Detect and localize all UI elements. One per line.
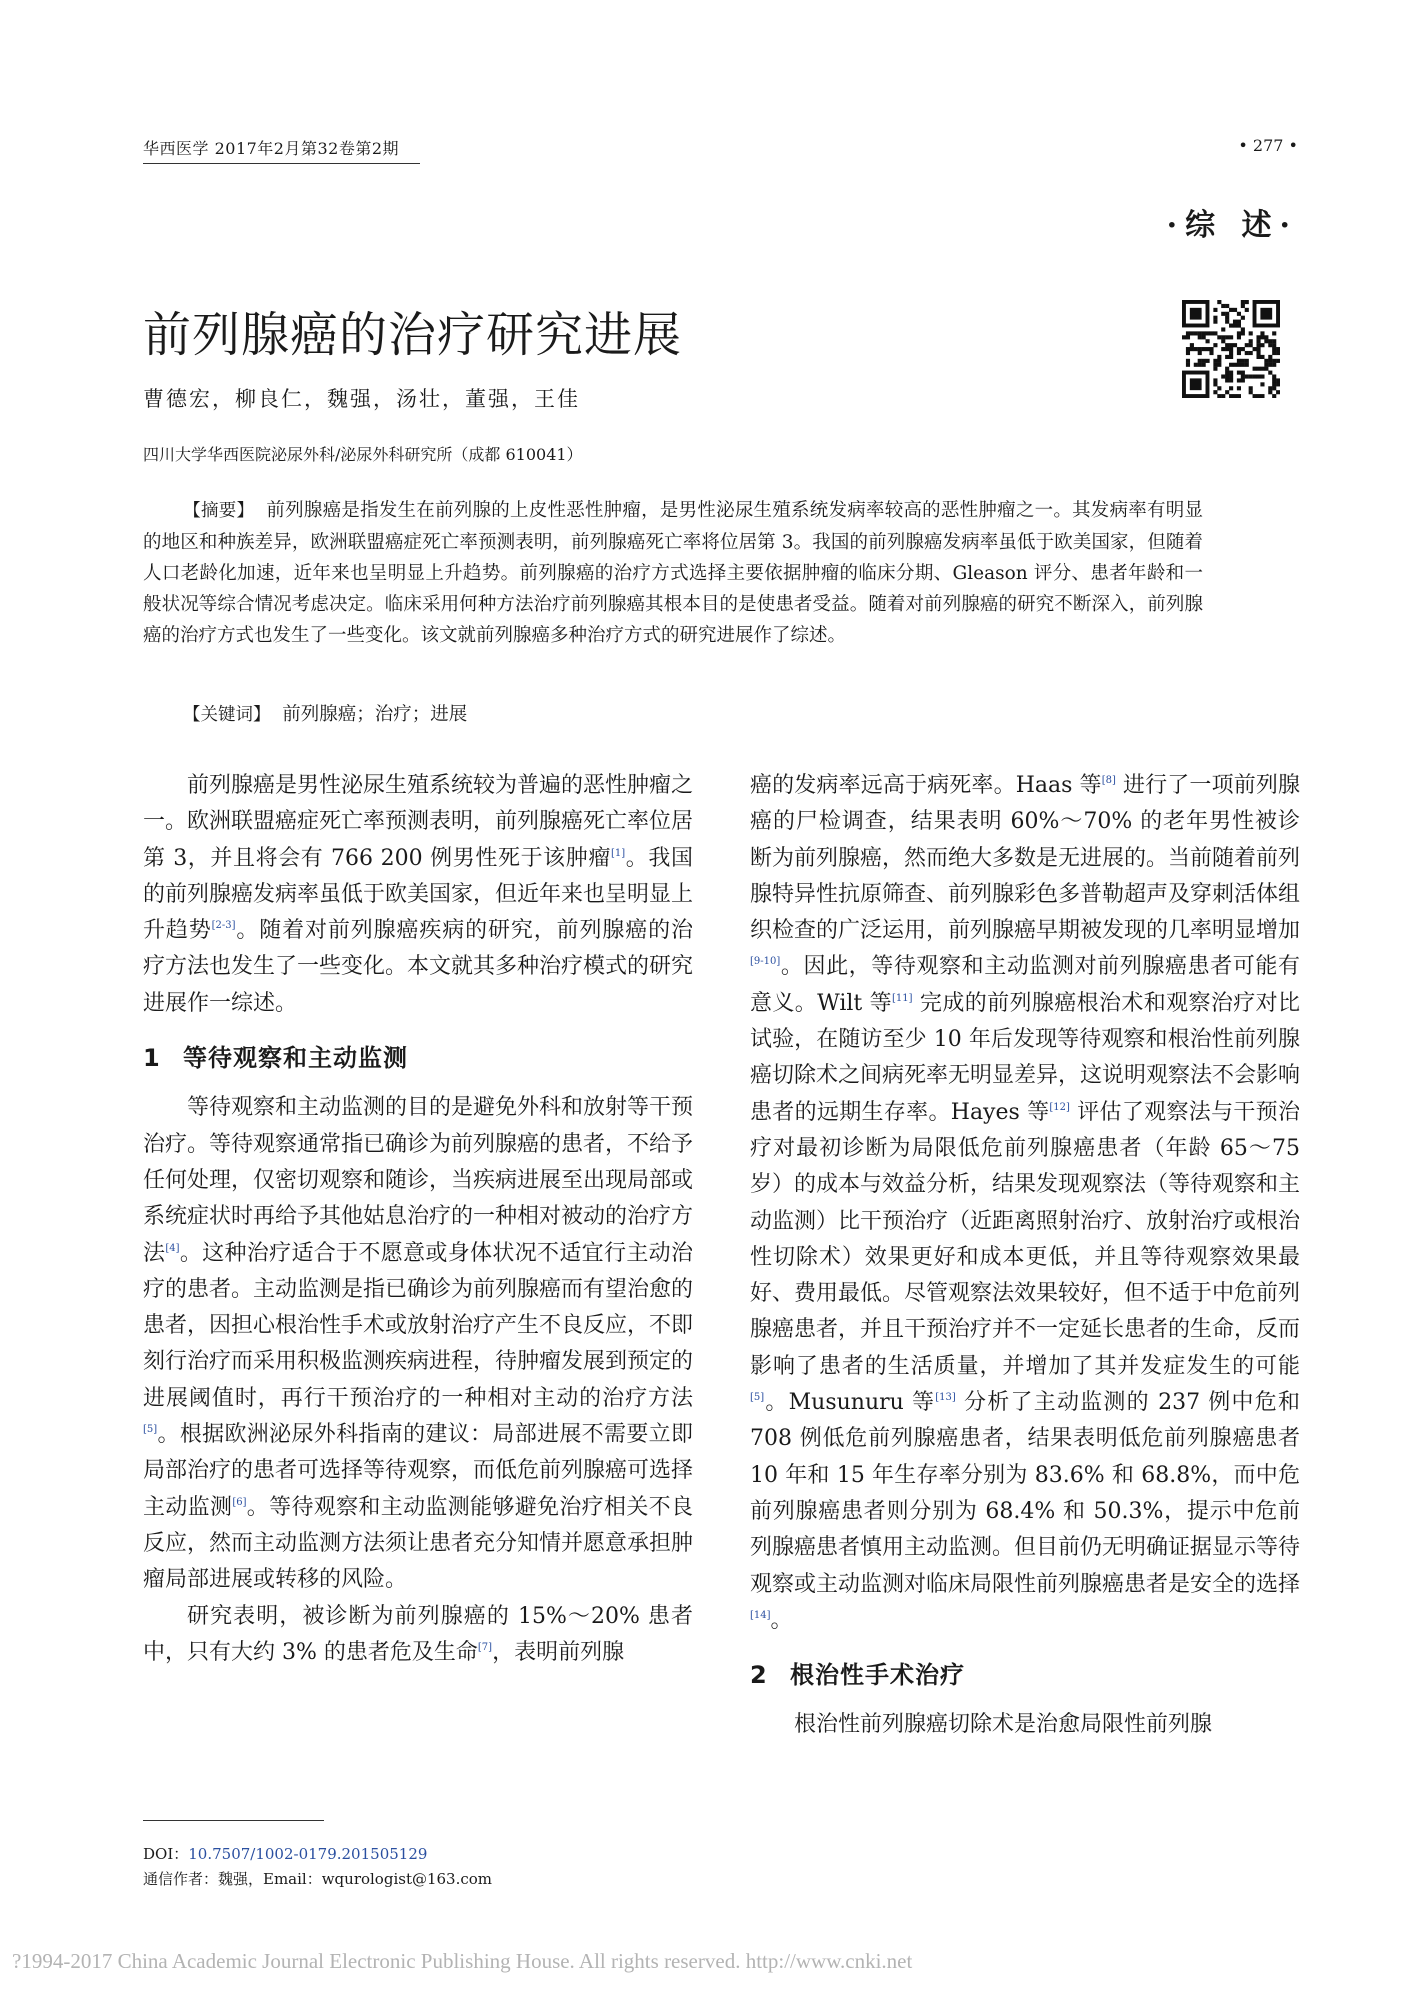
- keywords-label: 【关键词】: [183, 705, 271, 725]
- doi-link[interactable]: 10.7507/1002-0179.201505129: [188, 1845, 428, 1863]
- running-head-rule: [143, 163, 420, 164]
- footnote-doi: DOI：10.7507/1002-0179.201505129: [143, 1845, 428, 1863]
- citation[interactable]: [9-10]: [750, 956, 781, 968]
- citation[interactable]: [2-3]: [211, 920, 236, 932]
- qr-code-icon: [1182, 300, 1280, 398]
- authors: 曹德宏，柳良仁，魏强，汤壮，董强，王佳: [143, 387, 580, 411]
- body-paragraph: 癌的发病率远高于病死率。Haas 等[8] 进行了一项前列腺癌的尸检调查，结果表明 60%～70% 的老年男性被诊断为前列腺癌，然而绝大多数是无进展的。当前随着前列腺特异性抗原筛查、前列腺彩色多普勒超声及穿刺活体组织检查的广泛运用，前列腺癌早期被发现的几率明显增加[9-10]。因此，等待观察和主动监测对前列腺癌患者可能有意义。Wilt 等[11] 完成的前列腺癌根治术和观察治疗对比试验，在随访至少 10 年后发现等待观察和根治性前列腺癌切除术之间病死率无明显差异，这说明观察法不会影响患者的远期生存率。Hayes 等[12] 评估了观察法与干预治疗对最初诊断为局限低危前列腺癌患者（年龄 65～75 岁）的成本与效益分析，结果发现观察法（等待观察和主动监测）比干预治疗（近距离照射治疗、放射治疗或根治性切除术）效果更好和成本更低，并且等待观察效果最好、费用最低。尽管观察法效果较好，但不适于中危前列腺癌患者，并且干预治疗并不一定延长患者的生命，反而影响了患者的生活质量，并增加了其并发症发生的可能[5]。Musunuru 等[13] 分析了主动监测的 237 例中危和 708 例低危前列腺癌患者，结果表明低危前列腺癌患者 10 年和 15 年生存率分别为 83.6% 和 68.8%，而中危前列腺癌患者则分别为 68.4% 和 50.3%，提示中危前列腺癌患者慎用主动监测。但目前仍无明确证据显示等待观察或主动监测对临床局限性前列腺癌患者是安全的选择[14]。: [750, 773, 1301, 1633]
- citation[interactable]: [13]: [935, 1392, 956, 1404]
- body-left-column: [143, 768, 693, 1671]
- footnote-rule: [143, 1820, 324, 1821]
- page-number: • 277 •: [1238, 136, 1298, 155]
- section-heading-1: 1 等待观察和主动监测: [143, 1044, 408, 1073]
- body-paragraph: 前列腺癌是男性泌尿生殖系统较为普遍的恶性肿瘤之一。欧洲联盟癌症死亡率预测表明，前列腺癌死亡率位居第 3，并且将会有 766 200 例男性死于该肿瘤[1]。我国的前列腺癌发病率虽低于欧美国家，但近年来也呈明显上升趋势[2-3]。随着对前列腺癌疾病的研究，前列腺癌的治疗方法也发生了一些变化。本文就其多种治疗模式的研究进展作一综述。: [143, 773, 694, 1016]
- citation[interactable]: [7]: [477, 1641, 493, 1653]
- copyright-watermark: ?1994-2017 China Academic Journal Electronic Publishing House. All rights reserved. http://www.cnki.net: [12, 1949, 913, 1973]
- section-label: ·综 述·: [1166, 208, 1298, 243]
- body-paragraph: 研究表明，被诊断为前列腺癌的 15%～20% 患者中，只有大约 3% 的患者危及生命[7]，表明前列腺: [143, 1603, 693, 1665]
- section-heading-2: 2 根治性手术治疗: [750, 1661, 965, 1690]
- citation[interactable]: [5]: [143, 1424, 158, 1436]
- citation[interactable]: [11]: [892, 992, 913, 1004]
- citation[interactable]: [1]: [611, 847, 626, 859]
- footnote-correspondence: 通信作者：魏强，Email：wqurologist@163.com: [143, 1870, 493, 1888]
- citation[interactable]: [12]: [1049, 1101, 1070, 1113]
- affiliation: 四川大学华西医院泌尿外科/泌尿外科研究所（成都 610041）: [143, 445, 583, 464]
- citation[interactable]: [14]: [750, 1609, 771, 1621]
- citation[interactable]: [5]: [750, 1392, 765, 1404]
- body-paragraph: 等待观察和主动监测的目的是避免外科和放射等干预治疗。等待观察通常指已确诊为前列腺癌的患者，不给予任何处理，仅密切观察和随诊，当疾病进展至出现局部或系统症状时再给予其他姑息治疗的一种相对被动的治疗方法[4]。这种治疗适合于不愿意或身体状况不适宜行主动治疗的患者。主动监测是指已确诊为前列腺癌而有望治愈的患者，因担心根治性手术或放射治疗产生不良反应，不即刻行治疗而采用积极监测疾病进程，待肿瘤发展到预定的进展阈值时，再行干预治疗的一种相对主动的治疗方法[5]。根据欧洲泌尿外科指南的建议：局部进展不需要立即局部治疗的患者可选择等待观察，而低危前列腺癌可选择主动监测[6]。等待观察和主动监测能够避免治疗相关不良反应，然而主动监测方法须让患者充分知情并愿意承担肿瘤局部进展或转移的风险。: [143, 1095, 694, 1593]
- citation[interactable]: [6]: [232, 1496, 247, 1508]
- article-title: 前列腺癌的治疗研究进展: [143, 307, 683, 363]
- running-head: 华西医学 2017年2月第32卷第2期: [143, 139, 400, 158]
- citation[interactable]: [4]: [165, 1242, 180, 1254]
- body-right-column: [750, 768, 1300, 1744]
- body-paragraph: 根治性前列腺癌切除术是治愈局限性前列腺: [794, 1712, 1213, 1738]
- keywords-text: 前列腺癌；治疗；进展: [282, 704, 468, 725]
- abstract: [143, 495, 1203, 651]
- abstract-label: 【摘要】: [183, 501, 255, 521]
- keywords: [183, 700, 467, 726]
- abstract-text: 前列腺癌是指发生在前列腺的上皮性恶性肿瘤，是男性泌尿生殖系统发病率较高的恶性肿瘤之一。其发病率有明显的地区和种族差异，欧洲联盟癌症死亡率预测表明，前列腺癌死亡率将位居第 3。我国的前列腺癌发病率虽低于欧美国家，但随着人口老龄化加速，近年来也呈明显上升趋势。前列腺癌的治疗方式选择主要依据肿瘤的临床分期、Gleason 评分、患者年龄和一般状况等综合情况考虑决定。临床采用何种方法治疗前列腺癌其根本目的是使患者受益。随着对前列腺癌的研究不断深入，前列腺癌的治疗方式也发生了一些变化。该文就前列腺癌多种治疗方式的研究进展作了综述。: [143, 500, 1203, 646]
- citation[interactable]: [8]: [1101, 775, 1116, 786]
